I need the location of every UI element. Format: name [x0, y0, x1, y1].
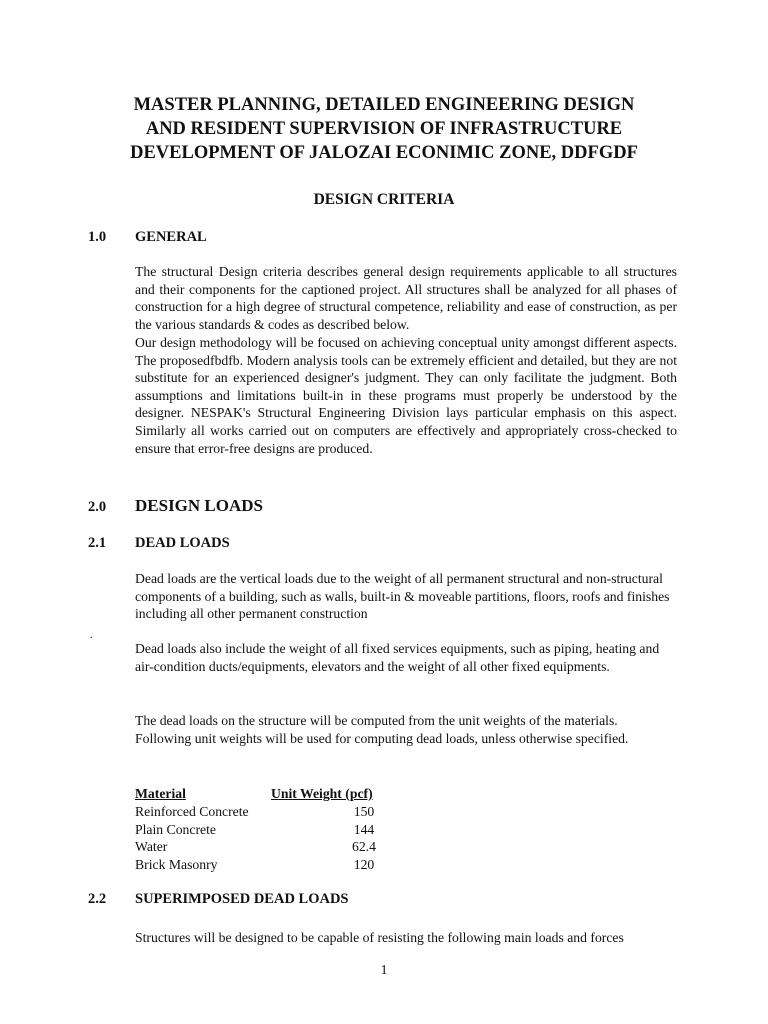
general-paragraph-2: Our design methodology will be focused on achieving conceptual unity amongst different aspects. The proposedfbdfb. Modern analysis tools can be extremely efficient and detailed, but they are not substitute for an experienced designer's judgment. They can only facilitate the judgment. Both assumptions and limitations built-in in these programs must properly be understood by the designer. NESPAK's Structural Engineering Division lays particular emphasis on this aspect. Similarly all works carried out on computers are effectively and appropriately cross-checked to ensure that error-free designs are produced.: [135, 335, 677, 456]
dead-loads-paragraph-1: Dead loads are the vertical loads due to the weight of all permanent structural and non-structural components of a building, such as walls, built-in & moveable partitions, floors, roofs and finishes including all other permanent construction: [135, 571, 670, 622]
section-number: 2.1: [88, 535, 107, 551]
unit-weight-cell: 150: [353, 803, 375, 819]
unit-weight-table: [135, 785, 435, 874]
unit-weight-cell: 120: [353, 857, 375, 873]
stray-mark: .: [90, 630, 93, 641]
document-subtitle: DESIGN CRITERIA: [313, 191, 455, 208]
table-row: [135, 821, 435, 839]
title-line-2: AND RESIDENT SUPERVISION OF INFRASTRUCTURE: [145, 119, 623, 139]
column-header-material: Material: [135, 786, 186, 801]
section-title: DEAD LOADS: [135, 535, 230, 551]
title-line-1: MASTER PLANNING, DETAILED ENGINEERING DESIGN: [133, 95, 635, 115]
section-number: 2.0: [88, 499, 107, 515]
section-title: GENERAL: [135, 229, 207, 245]
dead-loads-paragraph-3: The dead loads on the structure will be computed from the unit weights of the materials. Following unit weights will be used for computing dead loads, unless otherwise specified.: [135, 713, 629, 746]
material-cell: Plain Concrete: [135, 821, 216, 837]
table-row: [135, 856, 435, 874]
material-cell: Brick Masonry: [135, 857, 218, 873]
table-header-row: [135, 785, 435, 803]
general-paragraph-1: The structural Design criteria describes general design requirements applicable to all structures and their components for the captioned project. All structures shall be analyzed for all phases of construction for a high degree of structural competence, reliability and ease of construction, as per the various standards & codes as described below.: [135, 264, 677, 332]
section-number: 1.0: [88, 229, 107, 245]
title-line-3: DEVELOPMENT OF JALOZAI ECONIMIC ZONE, DDFGDF: [130, 143, 638, 163]
unit-weight-cell: 62.4: [352, 839, 376, 855]
table-row: [135, 803, 435, 821]
column-header-unit-weight: Unit Weight (pcf): [271, 786, 373, 801]
material-cell: Water: [135, 839, 168, 855]
superimposed-paragraph-1: Structures will be designed to be capable of resisting the following main loads and forces: [135, 930, 624, 945]
page-number: 1: [380, 962, 388, 977]
table-row: [135, 838, 435, 856]
material-cell: Reinforced Concrete: [135, 803, 249, 819]
unit-weight-cell: 144: [353, 821, 375, 837]
dead-loads-paragraph-2: Dead loads also include the weight of all fixed services equipments, such as piping, heating and air-condition ducts/equipments, elevators and the weight of all other fixed equipments.: [135, 641, 660, 674]
document-title: [90, 93, 678, 165]
section-number: 2.2: [88, 891, 107, 907]
section-title: DESIGN LOADS: [135, 496, 264, 515]
section-title: SUPERIMPOSED DEAD LOADS: [135, 891, 349, 907]
